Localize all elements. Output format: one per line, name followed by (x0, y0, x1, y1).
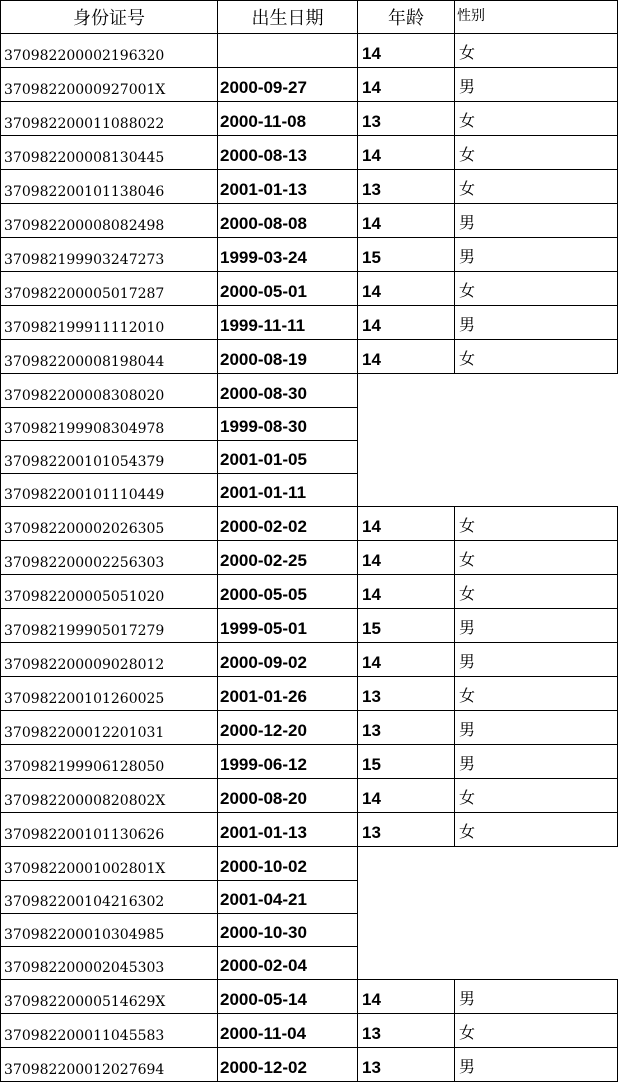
id-number-cell[interactable]: 370982200002045303 (1, 946, 218, 980)
id-number-cell[interactable]: 370982200101110449 (1, 473, 218, 507)
table-row (1, 779, 618, 813)
id-number-cell[interactable]: 370982200101054379 (1, 440, 218, 473)
table-row (1, 272, 618, 306)
id-number-cell[interactable]: 370982200101130626 (1, 813, 218, 847)
table-row (1, 407, 618, 440)
table-row (1, 575, 618, 609)
sex-cell[interactable]: 男 (455, 711, 618, 745)
sex-cell[interactable]: 男 (455, 643, 618, 677)
birth-date-cell[interactable]: 2000-11-08 (218, 102, 358, 136)
age-cell[interactable]: 14 (358, 575, 455, 609)
header-sex[interactable]: 性别 (455, 1, 618, 34)
birth-date-cell[interactable]: 2000-08-08 (218, 204, 358, 238)
sex-cell[interactable]: 女 (455, 507, 618, 541)
id-number-cell[interactable]: 370982200002256303 (1, 541, 218, 575)
table-row (1, 677, 618, 711)
birth-date-cell[interactable]: 2000-12-20 (218, 711, 358, 745)
birth-date-cell[interactable]: 1999-05-01 (218, 609, 358, 643)
header-row (1, 1, 618, 34)
age-cell[interactable]: 13 (358, 170, 455, 204)
age-cell[interactable] (358, 847, 455, 881)
birth-date-cell[interactable]: 2000-09-27 (218, 68, 358, 102)
table-row (1, 541, 618, 575)
age-cell[interactable] (358, 374, 455, 408)
sex-cell[interactable]: 男 (455, 980, 618, 1014)
id-number-cell[interactable]: 370982200005017287 (1, 272, 218, 306)
birth-date-cell[interactable]: 2000-05-14 (218, 980, 358, 1014)
birth-date-cell[interactable]: 2001-01-11 (218, 473, 358, 507)
age-cell[interactable] (358, 407, 455, 440)
id-number-cell[interactable]: 37098220000514629X (1, 980, 218, 1014)
sex-cell[interactable] (455, 440, 618, 473)
table-row (1, 374, 618, 408)
age-cell[interactable]: 14 (358, 980, 455, 1014)
id-number-cell[interactable]: 370982200008082498 (1, 204, 218, 238)
age-cell[interactable] (358, 880, 455, 913)
table-row (1, 847, 618, 881)
table-row (1, 980, 618, 1014)
birth-date-cell[interactable]: 1999-03-24 (218, 238, 358, 272)
age-cell[interactable]: 15 (358, 745, 455, 779)
age-cell[interactable]: 14 (358, 507, 455, 541)
birth-date-cell[interactable]: 2000-02-04 (218, 946, 358, 980)
birth-date-cell[interactable]: 2001-01-13 (218, 170, 358, 204)
id-number-cell[interactable]: 370982200009028012 (1, 643, 218, 677)
sex-cell[interactable]: 女 (455, 575, 618, 609)
sex-cell[interactable] (455, 407, 618, 440)
id-number-cell[interactable]: 370982200002196320 (1, 34, 218, 68)
age-cell[interactable]: 14 (358, 340, 455, 374)
age-cell[interactable]: 14 (358, 272, 455, 306)
table-row (1, 473, 618, 507)
sex-cell[interactable]: 男 (455, 238, 618, 272)
sex-cell[interactable]: 男 (455, 204, 618, 238)
age-cell[interactable]: 14 (358, 136, 455, 170)
age-cell[interactable] (358, 913, 455, 946)
id-number-cell[interactable]: 37098220001002801X (1, 847, 218, 881)
age-cell[interactable]: 14 (358, 68, 455, 102)
id-number-cell[interactable]: 370982200008308020 (1, 374, 218, 408)
sex-cell[interactable]: 女 (455, 677, 618, 711)
age-cell[interactable]: 13 (358, 711, 455, 745)
birth-date-cell[interactable]: 2000-02-25 (218, 541, 358, 575)
age-cell[interactable]: 13 (358, 813, 455, 847)
header-id-number[interactable]: 身份证号 (1, 1, 218, 34)
id-number-cell[interactable]: 370982200101260025 (1, 677, 218, 711)
sex-cell[interactable]: 女 (455, 170, 618, 204)
table-row (1, 136, 618, 170)
header-birth-date[interactable]: 出生日期 (218, 1, 358, 34)
age-cell[interactable]: 13 (358, 1048, 455, 1082)
id-number-cell[interactable]: 370982199911112010 (1, 306, 218, 340)
birth-date-cell[interactable]: 2001-04-21 (218, 880, 358, 913)
sex-cell[interactable]: 男 (455, 1048, 618, 1082)
age-cell[interactable] (358, 473, 455, 507)
table-row (1, 643, 618, 677)
sex-cell[interactable] (455, 880, 618, 913)
birth-date-cell[interactable] (218, 34, 358, 68)
birth-date-cell[interactable]: 2001-01-26 (218, 677, 358, 711)
birth-date-cell[interactable]: 1999-11-11 (218, 306, 358, 340)
age-cell[interactable]: 13 (358, 677, 455, 711)
birth-date-cell[interactable]: 2001-01-13 (218, 813, 358, 847)
sex-cell[interactable]: 女 (455, 102, 618, 136)
table-body (1, 1, 618, 1082)
id-number-cell[interactable]: 37098220000927001X (1, 68, 218, 102)
table-row (1, 813, 618, 847)
id-number-cell[interactable]: 370982200002026305 (1, 507, 218, 541)
id-number-cell[interactable]: 370982200011045583 (1, 1014, 218, 1048)
table-row (1, 507, 618, 541)
id-number-cell[interactable]: 370982200012027694 (1, 1048, 218, 1082)
id-number-cell[interactable]: 370982199905017279 (1, 609, 218, 643)
table-row (1, 238, 618, 272)
id-number-cell[interactable]: 370982200011088022 (1, 102, 218, 136)
sex-cell[interactable]: 女 (455, 813, 618, 847)
sex-cell[interactable] (455, 473, 618, 507)
sex-cell[interactable] (455, 946, 618, 980)
id-number-cell[interactable]: 37098220000820802X (1, 779, 218, 813)
sex-cell[interactable]: 女 (455, 340, 618, 374)
age-cell[interactable]: 13 (358, 102, 455, 136)
table-row (1, 711, 618, 745)
table-row (1, 204, 618, 238)
id-number-cell[interactable]: 370982200008130445 (1, 136, 218, 170)
sex-cell[interactable]: 女 (455, 1014, 618, 1048)
birth-date-cell[interactable]: 2000-08-20 (218, 779, 358, 813)
table-row (1, 102, 618, 136)
age-cell[interactable]: 14 (358, 34, 455, 68)
birth-date-cell[interactable]: 2000-10-02 (218, 847, 358, 881)
id-number-cell[interactable]: 370982199906128050 (1, 745, 218, 779)
sex-cell[interactable]: 男 (455, 745, 618, 779)
birth-date-cell[interactable]: 2000-11-04 (218, 1014, 358, 1048)
table-row (1, 1014, 618, 1048)
table-row (1, 340, 618, 374)
sex-cell[interactable] (455, 374, 618, 408)
birth-date-cell[interactable]: 2000-09-02 (218, 643, 358, 677)
age-cell[interactable]: 14 (358, 204, 455, 238)
birth-date-cell[interactable]: 2000-05-01 (218, 272, 358, 306)
age-cell[interactable] (358, 440, 455, 473)
id-number-cell[interactable]: 370982199903247273 (1, 238, 218, 272)
age-cell[interactable]: 15 (358, 609, 455, 643)
id-number-cell[interactable]: 370982199908304978 (1, 407, 218, 440)
birth-date-cell[interactable]: 2000-05-05 (218, 575, 358, 609)
sex-cell[interactable] (455, 847, 618, 881)
sex-cell[interactable]: 女 (455, 779, 618, 813)
age-cell[interactable]: 15 (358, 238, 455, 272)
age-cell[interactable]: 14 (358, 779, 455, 813)
sex-cell[interactable]: 女 (455, 541, 618, 575)
table-row (1, 440, 618, 473)
table-row (1, 609, 618, 643)
age-cell[interactable]: 14 (358, 643, 455, 677)
sex-cell[interactable]: 女 (455, 34, 618, 68)
sex-cell[interactable]: 男 (455, 609, 618, 643)
table-row (1, 306, 618, 340)
age-cell[interactable]: 14 (358, 306, 455, 340)
age-cell[interactable]: 13 (358, 1014, 455, 1048)
header-age[interactable]: 年龄 (358, 1, 455, 34)
table-row (1, 170, 618, 204)
birth-date-cell[interactable]: 1999-06-12 (218, 745, 358, 779)
id-number-cell[interactable]: 370982200010304985 (1, 913, 218, 946)
id-number-cell[interactable]: 370982200101138046 (1, 170, 218, 204)
id-number-cell[interactable]: 370982200008198044 (1, 340, 218, 374)
table-row (1, 913, 618, 946)
sex-cell[interactable]: 女 (455, 272, 618, 306)
table-row (1, 745, 618, 779)
table-row (1, 34, 618, 68)
sex-cell[interactable]: 男 (455, 306, 618, 340)
id-number-cell[interactable]: 370982200005051020 (1, 575, 218, 609)
birth-date-cell[interactable]: 2000-10-30 (218, 913, 358, 946)
sex-cell[interactable] (455, 913, 618, 946)
table-row (1, 946, 618, 980)
age-cell[interactable]: 14 (358, 541, 455, 575)
age-cell[interactable] (358, 946, 455, 980)
birth-date-cell[interactable]: 2000-08-19 (218, 340, 358, 374)
birth-date-cell[interactable]: 2000-02-02 (218, 507, 358, 541)
table-row (1, 880, 618, 913)
table-row (1, 68, 618, 102)
birth-date-cell[interactable]: 1999-08-30 (218, 407, 358, 440)
birth-date-cell[interactable]: 2000-12-02 (218, 1048, 358, 1082)
sex-cell[interactable]: 女 (455, 136, 618, 170)
id-number-cell[interactable]: 370982200104216302 (1, 880, 218, 913)
birth-date-cell[interactable]: 2000-08-30 (218, 374, 358, 408)
sex-cell[interactable]: 男 (455, 68, 618, 102)
id-number-cell[interactable]: 370982200012201031 (1, 711, 218, 745)
birth-date-cell[interactable]: 2001-01-05 (218, 440, 358, 473)
birth-date-cell[interactable]: 2000-08-13 (218, 136, 358, 170)
table-row (1, 1048, 618, 1082)
